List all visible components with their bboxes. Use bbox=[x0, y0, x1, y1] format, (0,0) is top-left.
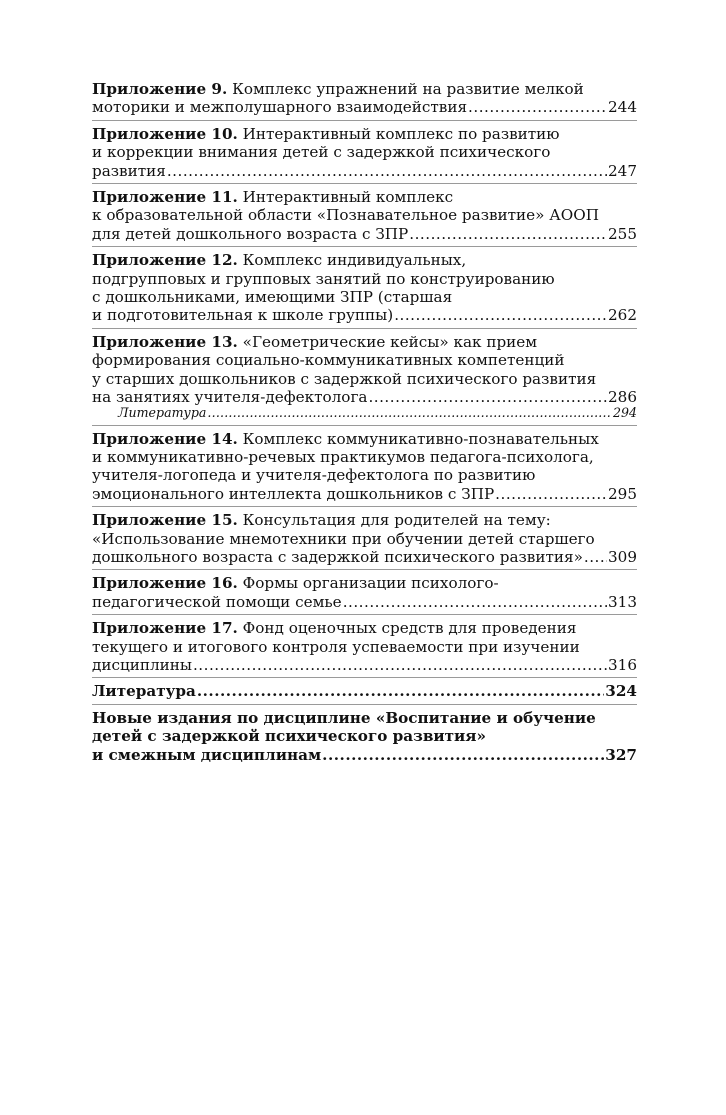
entry-title: Комплекс коммуникативно-познавательных bbox=[237, 429, 599, 448]
dot-leader bbox=[207, 405, 612, 420]
subentry-title: Литература bbox=[118, 404, 207, 420]
entry-label: Приложение 12. bbox=[92, 251, 238, 270]
entry-title: текущего и итогового контроля успеваемости при изучении bbox=[92, 637, 580, 656]
entry-title: развития bbox=[92, 161, 166, 180]
toc-entry-appendix-15[interactable] bbox=[92, 511, 637, 570]
toc-entry-new-editions[interactable] bbox=[92, 709, 637, 767]
entry-title: Фонд оценочных средств для проведения bbox=[237, 619, 577, 638]
page-number: 309 bbox=[608, 547, 637, 566]
entry-title: Консультация для родителей на тему: bbox=[237, 511, 551, 530]
entry-title: для детей дошкольного возраста с ЗПР bbox=[92, 224, 409, 243]
entry-label: Приложение 17. bbox=[92, 619, 238, 638]
dot-leader bbox=[468, 98, 607, 116]
toc-entry-appendix-16[interactable] bbox=[92, 574, 637, 615]
dot-leader bbox=[167, 162, 607, 180]
dot-leader bbox=[197, 682, 604, 700]
entry-label: Приложение 15. bbox=[92, 511, 238, 530]
entry-title: дисциплины bbox=[92, 655, 192, 674]
entry-title: Комплекс индивидуальных, bbox=[237, 251, 467, 270]
entry-label: Приложение 11. bbox=[92, 188, 238, 207]
entry-title: формирования социально-коммуникативных компетенций bbox=[92, 351, 565, 370]
entry-label: Приложение 9. bbox=[92, 80, 228, 98]
entry-title: Литература bbox=[92, 682, 196, 701]
entry-title: и смежным дисциплинам bbox=[92, 745, 322, 764]
dot-leader bbox=[343, 593, 607, 611]
dot-leader bbox=[584, 548, 607, 566]
dot-leader bbox=[193, 656, 607, 674]
toc-entry-appendix-9[interactable] bbox=[92, 80, 637, 121]
entry-title: и подготовительная к школе группы) bbox=[92, 306, 394, 325]
dot-leader bbox=[322, 746, 604, 764]
page-number: 294 bbox=[612, 404, 637, 420]
entry-title: «Использование мнемотехники при обучении детей старшего bbox=[92, 529, 595, 548]
entry-label: Приложение 10. bbox=[92, 124, 238, 143]
page-number: 255 bbox=[608, 224, 637, 243]
entry-title: моторики и межполушарного взаимодействия bbox=[92, 98, 468, 117]
dot-leader bbox=[495, 485, 607, 503]
dot-leader bbox=[394, 306, 607, 324]
page-number: 244 bbox=[608, 98, 637, 117]
entry-title: к образовательной области «Познавательное развитие» АООП bbox=[92, 206, 599, 225]
entry-title: «Геометрические кейсы» как прием bbox=[237, 332, 538, 351]
toc-entry-appendix-10[interactable] bbox=[92, 125, 637, 184]
entry-title: Интерактивный комплекс bbox=[237, 188, 454, 207]
page-number: 286 bbox=[608, 388, 637, 407]
toc-entry-appendix-17[interactable] bbox=[92, 619, 637, 678]
entry-title: Комплекс упражнений на развитие мелкой bbox=[227, 80, 584, 98]
entry-title: дошкольного возраста с задержкой психического развития» bbox=[92, 547, 583, 566]
page-number: 247 bbox=[608, 161, 637, 180]
entry-label: Приложение 16. bbox=[92, 574, 238, 593]
dot-leader bbox=[409, 225, 607, 243]
page-number: 313 bbox=[608, 592, 637, 611]
toc-entry-appendix-11[interactable] bbox=[92, 188, 637, 247]
entry-title: у старших дошкольников с задержкой психического развития bbox=[92, 369, 597, 388]
toc-entry-appendix-12[interactable] bbox=[92, 251, 637, 329]
page-number: 295 bbox=[608, 484, 637, 503]
entry-title: педагогической помощи семье bbox=[92, 592, 342, 611]
entry-title: подгрупповых и групповых занятий по конструированию bbox=[92, 269, 555, 288]
entry-title: Формы организации психолого- bbox=[237, 574, 499, 593]
entry-title: на занятиях учителя-дефектолога bbox=[92, 388, 368, 407]
toc-subentry-literature[interactable] bbox=[92, 405, 637, 420]
entry-label: Приложение 13. bbox=[92, 332, 238, 351]
page-number: 316 bbox=[608, 655, 637, 674]
table-of-contents bbox=[92, 80, 637, 771]
entry-title: и коммуникативно-речевых практикумов педагога-психолога, bbox=[92, 447, 594, 466]
entry-label: Приложение 14. bbox=[92, 429, 238, 448]
entry-title: эмоционального интеллекта дошкольников с ЗПР bbox=[92, 484, 495, 503]
entry-title: Новые издания по дисциплине «Воспитание и обучение bbox=[92, 708, 596, 727]
toc-entry-appendix-13[interactable] bbox=[92, 333, 637, 426]
entry-title: учителя-логопеда и учителя-дефектолога по развитию bbox=[92, 466, 536, 485]
page-number: 262 bbox=[608, 306, 637, 325]
toc-entry-literature[interactable] bbox=[92, 682, 637, 704]
entry-title: с дошкольниками, имеющими ЗПР (старшая bbox=[92, 288, 453, 307]
entry-title: детей с задержкой психического развития» bbox=[92, 727, 487, 746]
toc-entry-appendix-14[interactable] bbox=[92, 430, 637, 508]
page-number: 324 bbox=[605, 682, 637, 701]
page-number: 327 bbox=[605, 745, 637, 764]
entry-title: Интерактивный комплекс по развитию bbox=[237, 124, 560, 143]
entry-title: и коррекции внимания детей с задержкой психического bbox=[92, 143, 551, 162]
